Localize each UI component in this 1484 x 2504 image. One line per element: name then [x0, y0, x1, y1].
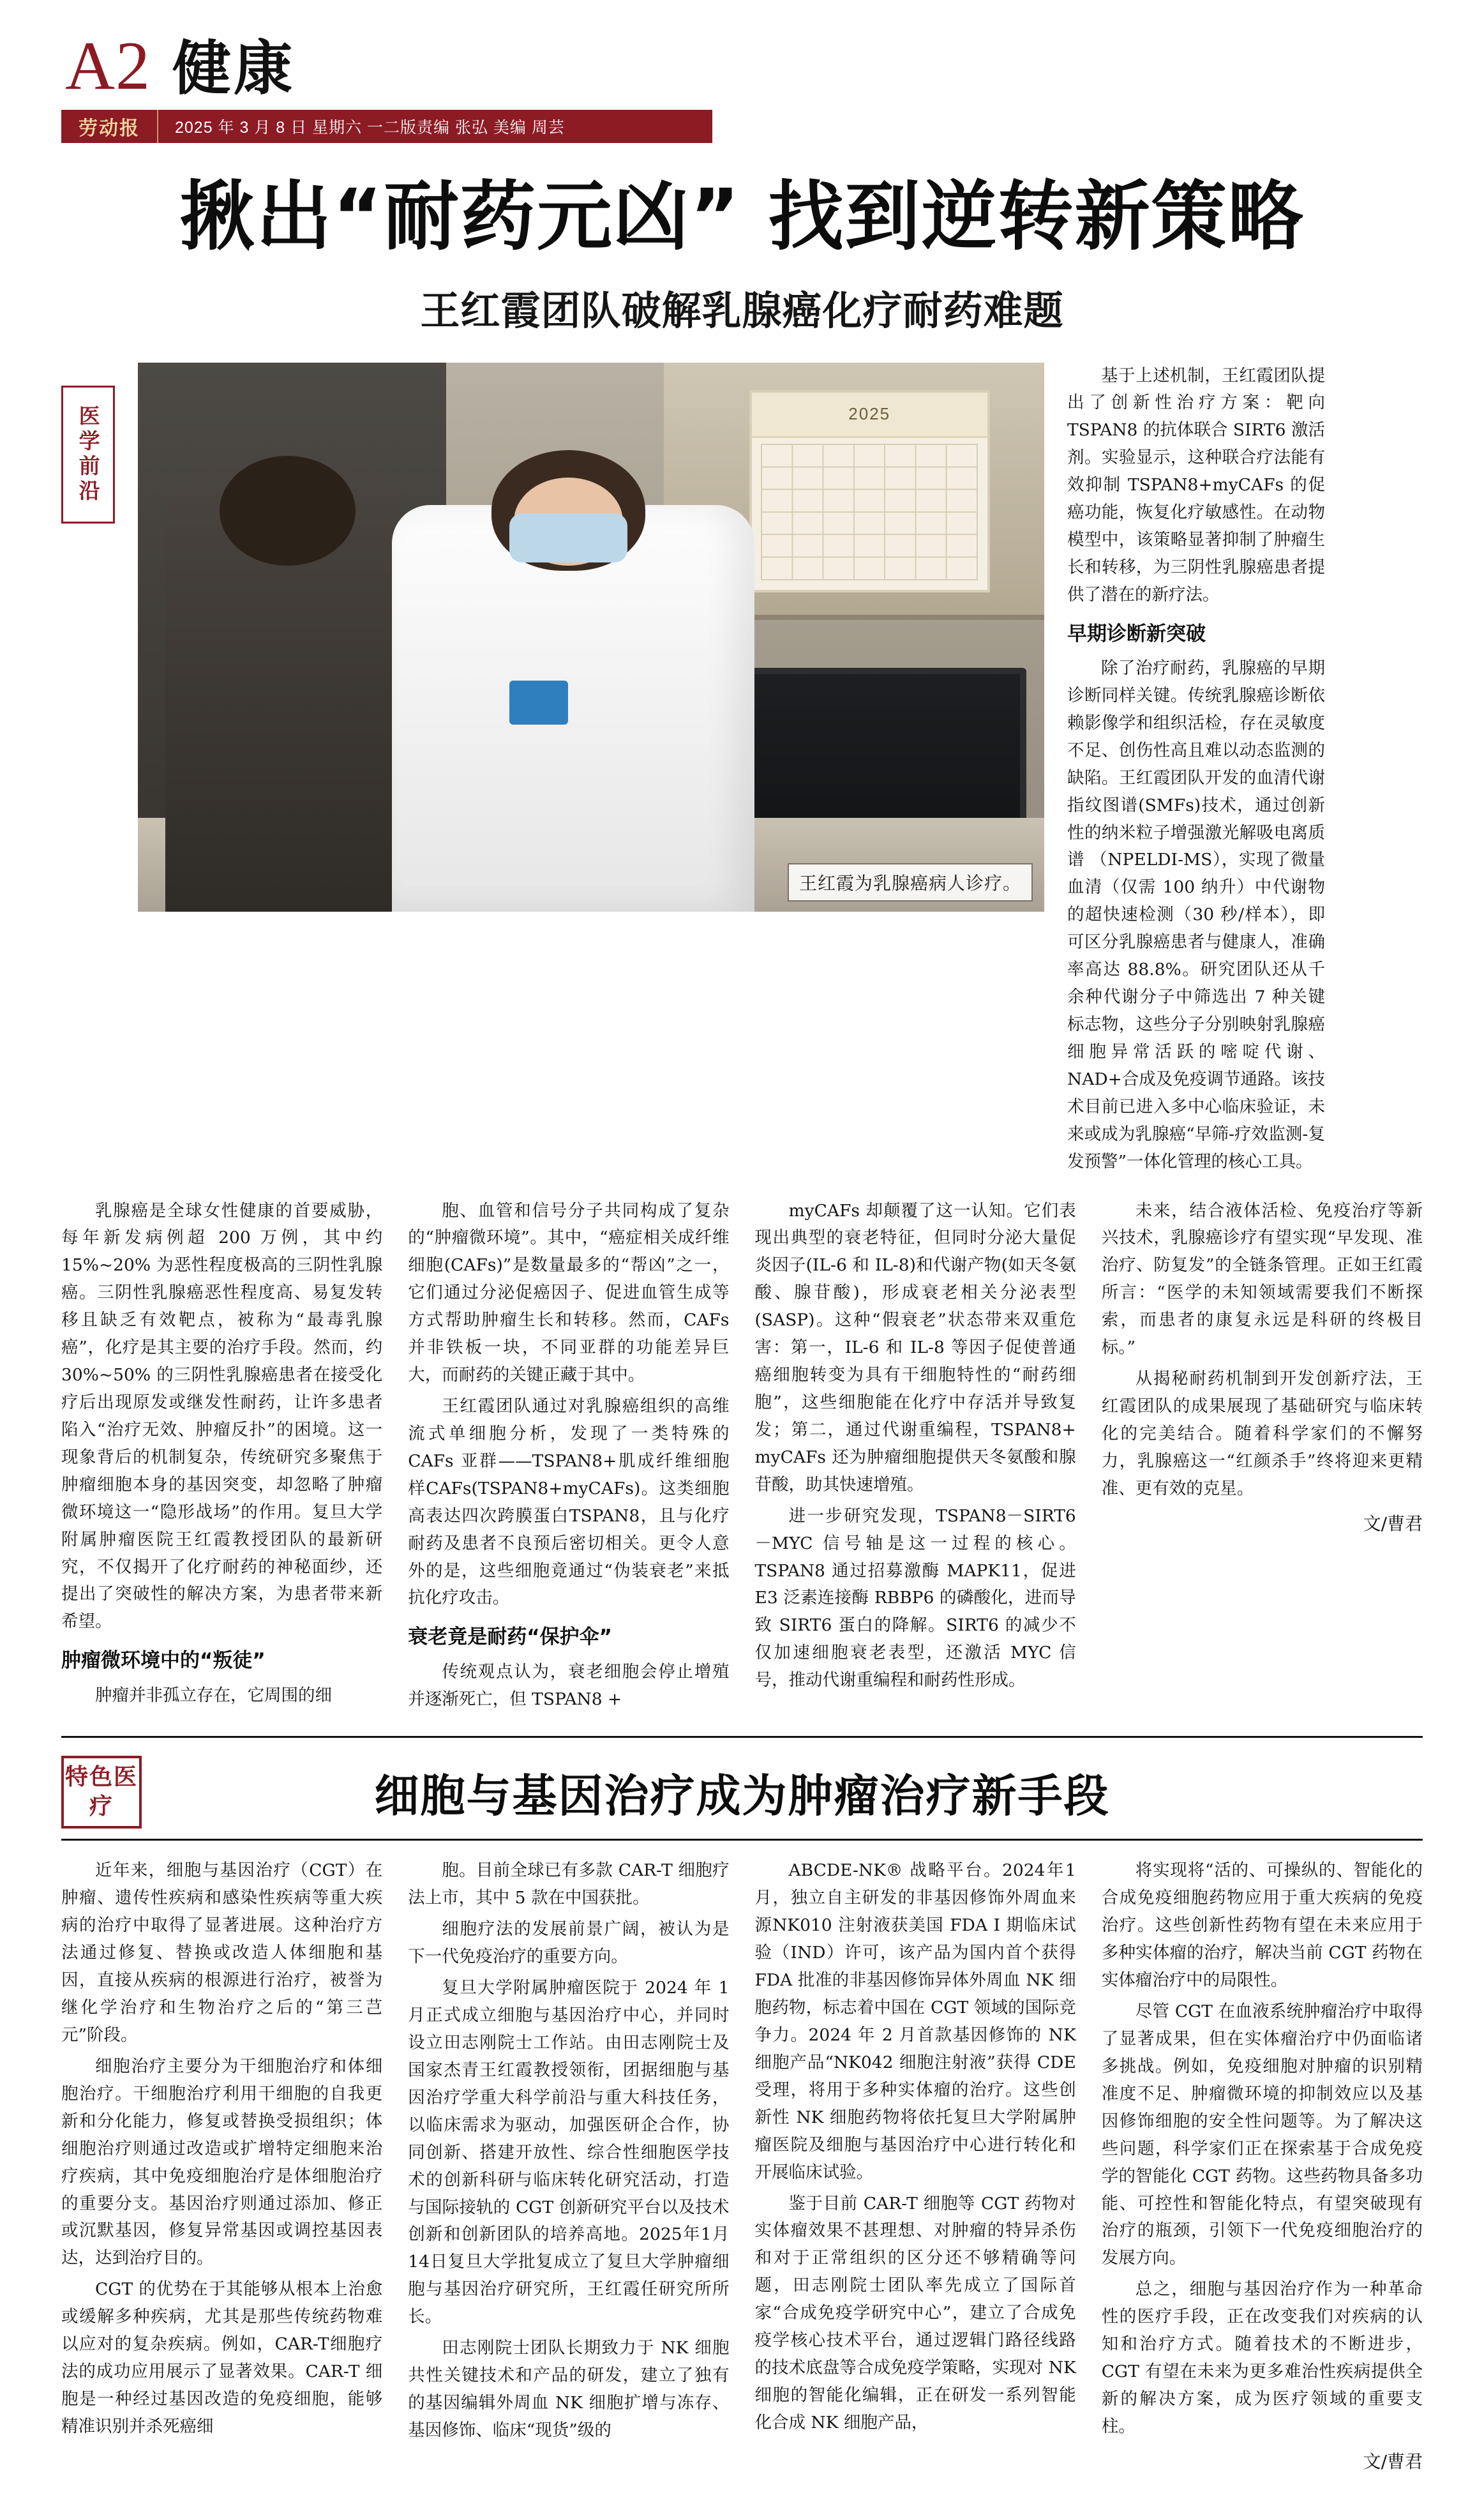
article1-column-1: [61, 1198, 382, 1717]
paragraph: 将实现将“活的、可操纵的、智能化的合成免疫细胞药物应用于重大疾病的免疫治疗。这些创新性药物有望在未来应用于多种实体瘤的治疗，解决当前 CGT 药物在实体瘤治疗中的局限性。: [1101, 1860, 1423, 1991]
paragraph: 田志刚院士团队长期致力于 NK 细胞共性关键技术和产品的研发，建立了独有的基因编辑外周血 NK 细胞扩增与冻存、基因修饰、临床“现货”级的: [408, 2338, 730, 2440]
badge-medical-frontier: 医学前沿: [61, 386, 115, 524]
paragraph: 从揭秘耐药机制到开发创新疗法，王红霞团队的成果展现了基础研究与临床转化的完美结合。随着科学家们的不懈努力，乳腺癌这一“红颜杀手”终将迎来更精准、更有效的克星。: [1101, 1369, 1423, 1498]
paragraph: 鉴于目前 CAR-T 细胞等 CGT 药物对实体瘤效果不甚理想、对肿瘤的特异杀伤和对于正常组织的区分还不够精确等问题，田志刚院士团队率先成立了国际首家“合成免疫学研究中心”，建立了合成免疫学核心技术平台，通过逻辑门路径线路的技术底盘等合成免疫学策略，实现对 NK 细胞的智能化编辑，正在研发一系列智能化合成 NK 细胞产品，: [754, 2193, 1076, 2432]
paragraph: 胞。目前全球已有多款 CAR-T 细胞疗法上市，其中 5 款在中国获批。: [408, 1860, 730, 1908]
article2-byline: 文/曹君: [1363, 2450, 1423, 2472]
paragraph: 进一步研究发现，TSPAN8－SIRT6－MYC 信号轴是这一过程的核心。TSPAN8 通过招募激酶 MAPK11，促进 E3 泛素连接酶 RBBP6 的磷酸化，进而导致 SIRT6 蛋白的降解。SIRT6 的减少不仅加速细胞衰老表型，还激活 MYC 信号，推动代谢重编程和耐药性形成。: [754, 1505, 1076, 1691]
headline-block: [61, 174, 1423, 336]
paragraph: 细胞疗法的发展前景广阔，被认为是下一代免疫治疗的重要方向。: [408, 1919, 730, 1967]
section-heading-microenvironment: 肿瘤微环境中的“叛徒”: [61, 1649, 266, 1673]
masthead-bar: [61, 110, 712, 143]
paragraph: CGT 的优势在于其能够从根本上治愈或缓解多种疾病，尤其是那些传统药物难以应对的复杂疾病。例如，CAR-T细胞疗法的成功应用展示了显著效果。CAR-T 细胞是一种经过基因改造的免疫细胞，能够精准识别并杀死癌细: [61, 2279, 383, 2436]
article1-column-4: [1102, 1198, 1423, 1717]
photo-column: [61, 363, 1044, 912]
article1-column-4-top: [1067, 363, 1325, 1180]
section-title: 健康: [172, 34, 296, 103]
paragraph: 乳腺癌是全球女性健康的首要威胁，每年新发病例超 200 万例，其中约 15%~20% 为恶性程度极高的三阴性乳腺癌。三阴性乳腺癌恶性程度高、易复发转移且缺乏有效靶点，被称为“最毒乳腺癌”，化疗是其主要的治疗手段。然而，约 30%~50% 的三阴性乳腺癌患者在接受化疗后出现原发或继发性耐药，让许多患者陷入“治疗无效、肿瘤反扑”的困境。这一现象背后的机制复杂，传统研究多聚焦于肿瘤细胞本身的基因突变，却忽略了肿瘤微环境这一“隐形战场”的作用。复旦大学附属肿瘤医院王红霞教授团队的最新研究，不仅揭开了化疗耐药的神秘面纱，还提出了突破性的解决方案，为患者带来新希望。: [61, 1200, 383, 1632]
paragraph: 未来，结合液体活检、免疫治疗等新兴技术，乳腺癌诊疗有望实现“早发现、准治疗、防复发”的全链条管理。正如王红霞所言：“医学的未知领域需要我们不断探索，而患者的康复永远是科研的终极目标。”: [1101, 1200, 1423, 1358]
paragraph: 近年来，细胞与基因治疗（CGT）在肿瘤、遗传性疾病和感染性疾病等重大疾病的治疗中取得了显著进展。这种治疗方法通过修复、替换或改造人体细胞和基因，直接从疾病的根源进行治疗，被誉为继化学治疗和生物治疗之后的“第三芑元”阶段。: [61, 1860, 383, 2045]
paragraph: 胞、血管和信号分子共同构成了复杂的“肿瘤微环境”。其中，“癌症相关成纤维细胞(CAFs)”是数量最多的“帮凶”之一，它们通过分泌促癌因子、促进血管生成等方式帮助肿瘤生长和转移。然而，CAFs 并非铁板一块，不同亚群的功能差异巨大，而耐药的关键正藏于其中。: [408, 1200, 730, 1385]
id-badge: [509, 681, 568, 725]
paragraph: 传统观点认为，衰老细胞会停止增殖并逐渐死亡，但 TSPAN8 +: [408, 1661, 730, 1709]
photo-caption: 王红霞为乳腺癌病人诊疗。: [788, 863, 1033, 901]
article2-title: 细胞与基因治疗成为肿瘤治疗新手段: [374, 1769, 1110, 1822]
article2-column-1: [61, 1857, 382, 2476]
face-mask-icon: [509, 513, 627, 562]
masthead-meta: 2025 年 3 月 8 日 星期六 一二版责编 张弘 美编 周芸: [175, 119, 565, 137]
section-heading-senescence: 衰老竟是耐药“保护伞”: [408, 1625, 612, 1649]
article2-header: [61, 1754, 1423, 1830]
paragraph: 总之，细胞与基因治疗作为一种革命性的医疗手段，正在改变我们对疾病的认知和治疗方式。随着技术的不断进步，CGT 有望在未来为更多难治性疾病提供全新的解决方案，成为医疗领域的重要支柱。: [1101, 2279, 1423, 2436]
page-subtitle: 王红霞团队破解乳腺癌化疗耐药难题: [420, 287, 1064, 334]
badge-special-medical: 特色医疗: [61, 1756, 142, 1829]
article2-column-4: [1102, 1857, 1423, 2476]
article-top: [61, 363, 1423, 1180]
section-divider: [61, 1736, 1423, 1738]
article2-columns: [61, 1857, 1423, 2476]
article-photo: [138, 363, 1044, 912]
newspaper-logo: 劳动报: [61, 110, 158, 143]
article1-columns: [61, 1198, 1423, 1717]
paragraph: 肿瘤并非孤立存在，它周围的细: [95, 1685, 332, 1705]
article2-divider: [61, 1839, 1423, 1841]
section-heading-diagnosis: 早期诊断新突破: [1067, 622, 1206, 645]
masthead-top: [61, 24, 1423, 104]
article1-byline: 文/曹君: [1363, 1512, 1423, 1534]
newspaper-page: [0, 24, 1484, 2476]
article2-column-3: [755, 1857, 1076, 2476]
paragraph: myCAFs 却颠覆了这一认知。它们表现出典型的衰老特征，但同时分泌大量促炎因子(IL-6 和 IL-8)和代谢产物(如天冬氨酸、腺苷酸)，形成衰老相关分泌表型(SASP)。这种“假衰老”状态带来双重危害：第一，IL-6 和 IL-8 等因子促使普通癌细胞转变为具有干细胞特性的“耐药细胞”，这些细胞能在化疗中存活并导致复发；第二，通过代谢重编程，TSPAN8+ myCAFs 还为肿瘤细胞提供天冬氨酸和腺苷酸，助其快速增殖。: [754, 1200, 1076, 1495]
calendar-year: 2025: [752, 393, 987, 438]
paragraph: 细胞治疗主要分为干细胞治疗和体细胞治疗。干细胞治疗利用干细胞的自我更新和分化能力，修复或替换受损组织；体细胞治疗则通过改造或扩增特定细胞来治疗疾病，其中免疫细胞治疗是体细胞治疗的重要分支。基因治疗则通过添加、修正或沉默基因，修复异常基因或调控基因表达，达到治疗目的。: [61, 2056, 383, 2268]
article1-column-2: [408, 1198, 729, 1717]
masthead: [61, 24, 1423, 146]
page-code: A2: [65, 28, 151, 104]
paragraph: 尽管 CGT 在血液系统肿瘤治疗中取得了显著成果，但在实体瘤治疗中仍面临诸多挑战。例如，免疫细胞对肿瘤的识别精准度不足、肿瘤微环境的抑制效应以及基因修饰细胞的安全性问题等。为了解决这些问题，科学家们正在探索基于合成免疫学的智能化 CGT 药物。这些药物具备多功能、可控性和智能化特点，有望突破现有治疗的瓶颈，引领下一代免疫细胞治疗的发展方向。: [1101, 2002, 1423, 2268]
page-title: 揪出“耐药元凶” 找到逆转新策略: [179, 172, 1305, 260]
paragraph: 王红霞团队通过对乳腺癌组织的高维流式单细胞分析，发现了一类特殊的 CAFs 亚群——TSPAN8+肌成纤维细胞样CAFs(TSPAN8+myCAFs)。这类细胞高表达四次跨膜蛋白TSPAN8，且与化疗耐药及患者不良预后密切相关。更令人意外的是，这些细胞竟通过“伪装衰老”来抵抗化疗攻击。: [408, 1396, 730, 1608]
paragraph: 除了治疗耐药，乳腺癌的早期诊断同样关键。传统乳腺癌诊断依赖影像学和组织活检，存在灵敏度不足、创伤性高且难以动态监测的缺陷。王红霞团队开发的血清代谢指纹图谱(SMFs)技术，通过创新性的纳米粒子增强激光解吸电离质谱 （NPELDI-MS），实现了微量血清（仅需 100 纳升）中代谢物的超快速检测（30 秒/样本），即可区分乳腺癌患者与健康人，准确率高达 88.8%。研究团队还从千余种代谢分子中筛选出 7 种关键标志物，这些分子分别映射乳腺癌细胞异常活跃的嘧啶代谢、NAD+合成及免疫调节通路。该技术目前已进入多中心临床验证，未来或成为乳腺癌“早筛-疗效监测-复发预警”一体化管理的核心工具。: [1067, 658, 1325, 1172]
paragraph: 基于上述机制，王红霞团队提出了创新性治疗方案：靶向 TSPAN8 的抗体联合 SIRT6 激活剂。实验显示，这种联合疗法能有效抑制 TSPAN8+myCAFs 的促癌功能，恢复化疗敏感性。在动物模型中，该策略显著抑制了肿瘤生长和转移，为三阴性乳腺癌患者提供了潜在的新疗法。: [1067, 365, 1325, 605]
article1-column-3: [755, 1198, 1076, 1717]
paragraph: 复旦大学附属肿瘤医院于 2024 年 1 月正式成立细胞与基因治疗中心，并同时设立田志刚院士工作站。由田志刚院士及国家杰青王红霞教授领衔，团据细胞与基因治疗学重大科学前沿与重大科技任务，以临床需求为驱动，加强医研企合作，协同创新、搭建开放性、综合性细胞医学技术的创新科研与临床转化研究活动，打造与国际接轨的 CGT 创新研究平台以及技术创新和创新团队的培养高地。2025年1月14日复旦大学批复成立了复旦大学肿瘤细胞与基因治疗研究所，王红霞任研究所所长。: [408, 1978, 730, 2327]
paragraph: ABCDE-NK® 战略平台。2024年1月，独立自主研发的非基因修饰外周血来源NK010 注射液获美国 FDA I 期临床试验（IND）许可，该产品为国内首个获得FDA 批准的非基因修饰异体外周血 NK 细胞药物，标志着中国在 CGT 领域的国际竞争力。2024 年 2 月首款基因修饰的 NK 细胞产品“NK042 细胞注射液”获得 CDE 受理，将用于多种实体瘤的治疗。这些创新性 NK 细胞药物将依托复旦大学附属肿瘤医院及细胞与基因治疗中心进行转化和开展临床试验。: [754, 1860, 1076, 2182]
calendar-on-wall: [749, 390, 990, 593]
article2-column-2: [408, 1857, 729, 2476]
